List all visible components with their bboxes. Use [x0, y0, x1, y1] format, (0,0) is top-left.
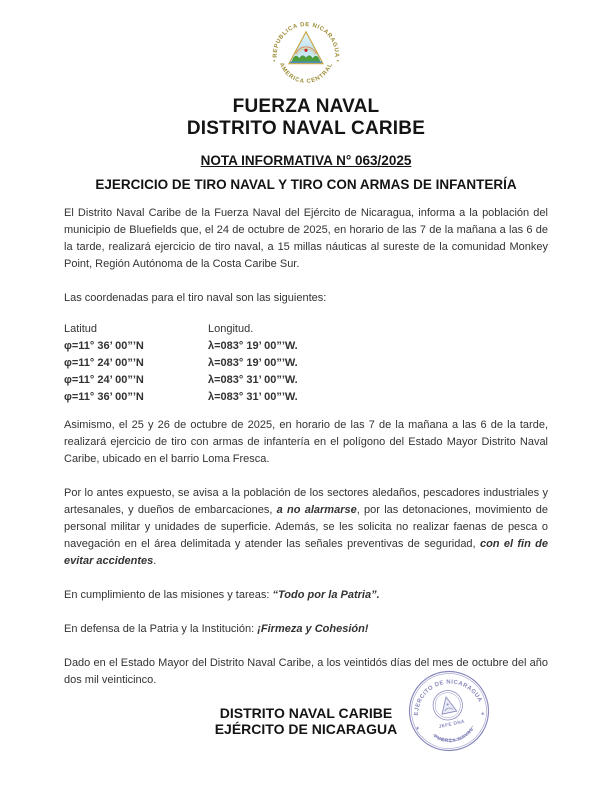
emblem-top-text: REPUBLICA DE NICARAGUA: [272, 21, 340, 58]
longitude-value: λ=083° 19’ 00”’W.: [208, 357, 298, 369]
paragraph-motto-1: [64, 587, 548, 604]
seal-bottom-text: FUERZA NAVAL: [432, 726, 476, 745]
latitude-value: φ=11° 24’ 00”’N: [64, 374, 144, 386]
emblem-triangle: [289, 32, 323, 64]
latitude-value: φ=11° 36’ 00”’N: [64, 391, 144, 403]
coordinate-row: [64, 372, 548, 389]
seal-middle-text: JEFE DNA: [438, 718, 466, 730]
subject-title: EJERCICIO DE TIRO NAVAL Y TIRO CON ARMAS DE INFANTERÍA: [95, 177, 517, 192]
latitude-value: φ=11° 24’ 00”’N: [64, 357, 144, 369]
longitude-value: λ=083° 31’ 00”’W.: [208, 391, 298, 403]
coordinates-table: [64, 321, 548, 406]
coordinate-row: [64, 338, 548, 355]
longitude-value: λ=083° 19’ 00”’W.: [208, 340, 298, 352]
motto-1-quote: “Todo por la Patria”.: [272, 589, 380, 601]
navy-seal-icon: [399, 661, 499, 761]
signature-block: [0, 706, 612, 737]
signature-line-2: EJÉRCITO DE NICARAGUA: [214, 720, 398, 737]
warning-emphasis-avoid-accidents: con el fin de evitar accidentes: [64, 538, 548, 567]
warning-text: .: [153, 555, 157, 567]
motto-2-quote: ¡Firmeza y Cohesión!: [257, 623, 369, 635]
motto-2-label: En defensa de la Patria y la Institución:: [64, 623, 258, 635]
seal-top-text: EJERCITO DE NICARAGUA: [413, 679, 483, 716]
paragraph-infantry-exercise: Asimismo, el 25 y 26 de octubre de 2025, en horario de las 7 de la mañana a las 6 de la tarde, realizará ejercicio de tiro con armas de infantería en el polígono del Estado Mayor Distrito Naval Caribe, ubicado en el barrio Loma Fresca.: [64, 419, 548, 465]
coordinate-row: [64, 389, 548, 406]
svg-text:AMERICA CENTRAL: [278, 62, 334, 85]
letterhead: [0, 96, 612, 192]
emblem-left-dot: [273, 60, 275, 62]
seal-center-emblem: [430, 688, 465, 723]
longitude-value: λ=083° 31’ 00”’W.: [208, 374, 298, 386]
nota-informativa-number: NOTA INFORMATIVA N° 063/2025: [200, 153, 412, 168]
paragraph-coordinates-intro: Las coordenadas para el tiro naval son las siguientes:: [64, 292, 327, 304]
warning-emphasis-no-alarm: a no alarmarse: [276, 504, 357, 516]
latitude-header: Latitud: [64, 323, 98, 335]
paragraph-warning: [64, 485, 548, 570]
paragraph-motto-2: [64, 621, 548, 638]
paragraph-intro: El Distrito Naval Caribe de la Fuerza Naval del Ejército de Nicaragua, informa a la población del municipio de Bluefields que, el 24 de octubre de 2025, en horario de las 7 de la mañana a las 6 de la tarde, realizará ejercicio de tiro naval, a 15 millas náuticas al sureste de la comunidad Monkey Point, Región Autónoma de la Costa Caribe Sur.: [64, 207, 548, 270]
seal-left-star: ✶: [415, 725, 423, 732]
paragraph-issued: Dado en el Estado Mayor del Distrito Naval Caribe, a los veintidós días del mes de octubre del año dos mil veinticinco.: [64, 657, 548, 686]
warning-text: , por las detonaciones, movimiento de personal militar y unidades de superficie. Además, se les solicita no realizar faenas de pesca o navegación en el área delimitada y atender las señales preventivas de seguridad,: [64, 504, 548, 550]
coordinate-row: [64, 355, 548, 372]
motto-1-label: En cumplimiento de las misiones y tareas:: [64, 589, 273, 601]
emblem-container: [0, 0, 612, 96]
official-stamp: [399, 661, 499, 761]
document-body: [0, 205, 612, 689]
signature-line-1: DISTRITO NAVAL CARIBE: [219, 705, 393, 721]
nicaragua-coat-of-arms-icon: [269, 17, 343, 91]
emblem-right-dot: [337, 60, 339, 62]
longitude-header: Longitud.: [208, 323, 254, 335]
warning-text: Por lo antes expuesto, se avisa a la población de los sectores aledaños, pescadores industriales y artesanales, y dueños de embarcaciones,: [64, 487, 548, 516]
latitude-value: φ=11° 36’ 00”’N: [64, 340, 144, 352]
coordinates-header-row: [64, 321, 548, 338]
seal-right-star: ✶: [477, 710, 486, 719]
org-subtitle: DISTRITO NAVAL CARIBE: [186, 118, 426, 139]
org-title: FUERZA NAVAL: [232, 96, 380, 117]
emblem-bottom-text: AMERICA CENTRAL: [277, 61, 335, 85]
